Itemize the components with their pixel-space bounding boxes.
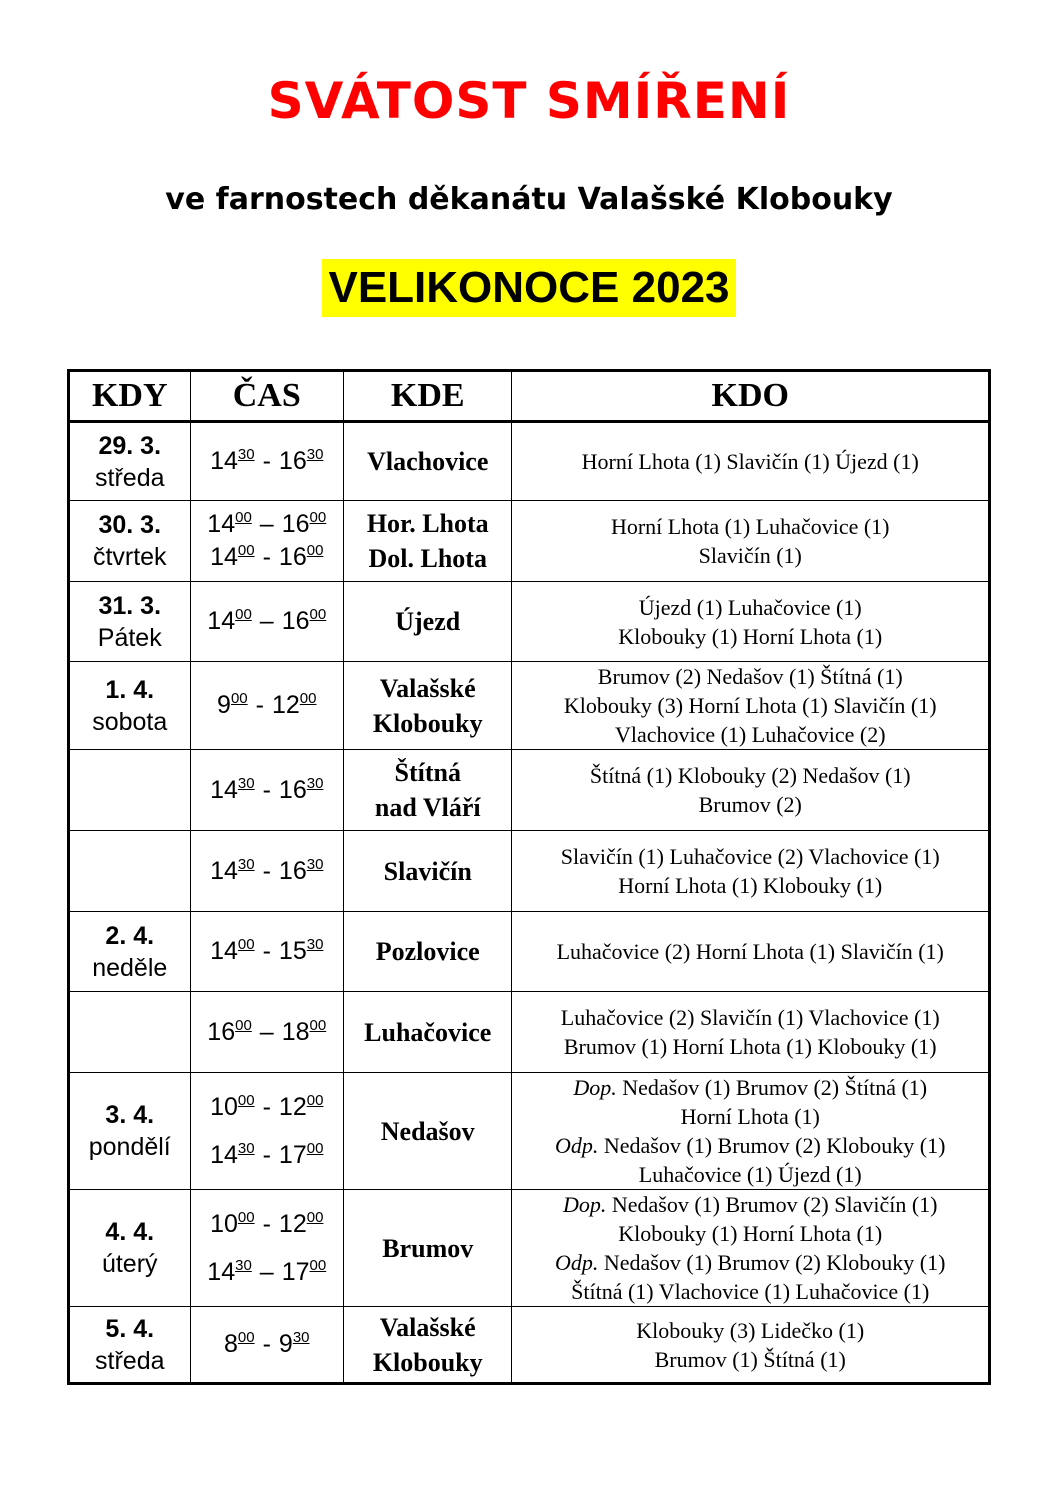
who-line: Slavičín (1) Luhačovice (2) Vlachovice (1)	[560, 844, 940, 869]
time-from-minute: 30	[237, 446, 255, 463]
who-line: Újezd (1) Luhačovice (1)	[638, 594, 862, 620]
date-cell	[69, 422, 191, 501]
place-cell	[344, 1073, 512, 1190]
who-text: Nedašov (1) Brumov (2) Štítná (1)	[616, 1075, 928, 1100]
time-to-hour: 16	[281, 607, 310, 635]
who-line	[512, 1102, 988, 1131]
place-name: Luhačovice	[364, 1017, 492, 1047]
table-row	[69, 422, 990, 501]
time-range	[191, 855, 343, 888]
place-name: Slavičín	[383, 856, 472, 886]
time-from-minute: 30	[237, 774, 255, 792]
date-value: 5. 4.	[105, 1314, 155, 1343]
place-name: Štítná	[394, 758, 461, 787]
who-prefix: Odp.	[555, 1250, 599, 1275]
time-to-hour: 17	[278, 1141, 307, 1169]
who-line	[512, 1248, 988, 1277]
place-cell	[344, 582, 512, 662]
place-name: Klobouky	[372, 708, 483, 738]
time-from-minute: 30	[235, 1257, 252, 1274]
place-name: Brumov	[382, 1233, 474, 1263]
table-row	[69, 501, 990, 582]
time-cell	[190, 912, 343, 992]
time-to-hour: 12	[271, 691, 300, 719]
date-cell	[69, 582, 191, 662]
year-label: VELIKONOCE 2023	[322, 259, 735, 317]
time-separator: –	[259, 510, 274, 538]
time-cell	[190, 750, 343, 831]
time-from-hour: 14	[210, 447, 238, 475]
date-cell	[69, 750, 191, 831]
time-to-minute: 00	[309, 1257, 327, 1274]
who-cell	[512, 501, 990, 582]
page-subtitle: ve farnostech děkanátu Valašské Klobouky	[165, 182, 893, 217]
time-to-hour: 18	[281, 1017, 310, 1046]
who-prefix: Dop.	[562, 1192, 607, 1217]
who-line: Vlachovice (1) Luhačovice (2)	[614, 722, 886, 747]
time-from-hour: 14	[210, 1141, 238, 1169]
who-text: Nedašov (1) Brumov (2) Klobouky (1)	[598, 1250, 946, 1275]
day-name: středa	[95, 463, 165, 492]
place-name: Dol. Lhota	[368, 544, 487, 573]
time-from-hour: 14	[207, 510, 236, 538]
who-line	[512, 1073, 988, 1102]
place-cell	[344, 992, 512, 1073]
who-line	[512, 1160, 988, 1189]
time-to-hour: 12	[278, 1210, 307, 1238]
time-separator: –	[259, 607, 274, 635]
who-line: Štítná (1) Klobouky (2) Nedašov (1)	[589, 763, 911, 788]
place-name: Valašské	[379, 1312, 476, 1342]
header-kdo: KDO	[512, 371, 990, 422]
place-name: Valašské	[379, 673, 476, 703]
time-cell	[190, 1073, 343, 1190]
who-line: Brumov (1) Štítná (1)	[654, 1346, 846, 1372]
time-range	[191, 1016, 343, 1049]
place-name: Klobouky	[372, 1347, 483, 1377]
time-to-hour: 16	[278, 543, 307, 571]
header-cas: ČAS	[190, 371, 343, 422]
time-to-hour: 9	[278, 1330, 293, 1358]
time-to-minute: 30	[292, 1329, 310, 1346]
who-cell	[512, 1307, 990, 1384]
place-name: Hor. Lhota	[366, 509, 489, 538]
time-from-minute: 00	[230, 690, 248, 707]
date-cell	[69, 1190, 191, 1307]
schedule-table	[67, 369, 991, 1385]
who-cell	[512, 992, 990, 1073]
time-to-hour: 17	[281, 1258, 310, 1286]
date-value: 29. 3.	[98, 431, 162, 460]
who-line: Luhačovice (2) Horní Lhota (1) Slavičín (1)	[556, 939, 944, 964]
time-from-hour: 14	[207, 607, 236, 635]
date-value: 31. 3.	[98, 591, 162, 620]
time-from-minute: 00	[237, 1092, 255, 1109]
who-line: Luhačovice (2) Slavičín (1) Vlachovice (1)	[560, 1005, 940, 1030]
who-line: Brumov (1) Horní Lhota (1) Klobouky (1)	[563, 1034, 937, 1059]
place-cell	[344, 912, 512, 992]
who-text: Klobouky (1) Horní Lhota (1)	[618, 1221, 883, 1246]
time-to-minute: 00	[306, 1140, 324, 1157]
time-from-minute: 00	[235, 509, 252, 526]
time-cell	[190, 1190, 343, 1307]
time-to-minute: 00	[309, 509, 327, 526]
table-row	[69, 582, 990, 662]
time-cell	[190, 831, 343, 912]
page-title: SVÁTOST SMÍŘENÍ	[267, 72, 791, 130]
time-from-minute: 00	[235, 606, 252, 623]
time-cell	[190, 662, 343, 750]
time-from-hour: 9	[217, 691, 231, 719]
day-name: úterý	[101, 1250, 158, 1278]
time-from-minute: 00	[235, 1016, 252, 1034]
time-separator: –	[259, 1017, 274, 1046]
time-to-hour: 12	[278, 1093, 307, 1121]
table-row	[69, 831, 990, 912]
who-text: Nedašov (1) Brumov (2) Slavičín (1)	[606, 1192, 938, 1217]
time-from-hour: 14	[210, 937, 238, 965]
who-line: Brumov (2)	[698, 792, 802, 817]
year-banner	[0, 259, 1058, 317]
date-value: 4. 4.	[105, 1218, 155, 1246]
time-separator: -	[262, 856, 271, 885]
time-range	[191, 508, 343, 541]
place-name: Újezd	[395, 607, 461, 636]
time-range	[191, 689, 343, 722]
time-from-minute: 00	[237, 1209, 255, 1226]
date-cell	[69, 912, 191, 992]
table-row	[69, 662, 990, 750]
time-to-minute: 00	[306, 1209, 324, 1226]
table-header-row	[69, 371, 990, 422]
time-cell	[190, 582, 343, 662]
place-cell	[344, 501, 512, 582]
who-line: Klobouky (3) Lidečko (1)	[636, 1317, 865, 1343]
time-range	[191, 445, 343, 478]
time-from-minute: 00	[237, 542, 255, 559]
date-cell	[69, 992, 191, 1073]
table-row	[69, 992, 990, 1073]
who-line	[512, 1277, 988, 1306]
table-row	[69, 912, 990, 992]
who-cell	[512, 1073, 990, 1190]
time-range	[191, 541, 343, 574]
time-to-minute: 30	[306, 936, 324, 953]
time-cell	[190, 992, 343, 1073]
date-value: 2. 4.	[105, 921, 155, 950]
time-separator: -	[262, 775, 271, 804]
place-name: Vlachovice	[367, 447, 489, 476]
time-to-hour: 16	[281, 510, 310, 538]
date-value: 3. 4.	[105, 1101, 155, 1129]
date-value: 30. 3.	[98, 511, 162, 539]
day-name: čtvrtek	[92, 543, 167, 571]
time-range	[191, 1328, 343, 1361]
table-row	[69, 750, 990, 831]
place-name: Pozlovice	[375, 937, 480, 966]
date-cell	[69, 831, 191, 912]
time-from-hour: 14	[210, 543, 238, 571]
time-from-minute: 00	[237, 1329, 255, 1346]
time-separator: -	[262, 1093, 271, 1121]
who-cell	[512, 1190, 990, 1307]
time-separator: -	[262, 1141, 271, 1169]
time-separator: -	[262, 1330, 271, 1358]
table-row	[69, 1073, 990, 1190]
time-from-hour: 14	[210, 856, 238, 885]
time-from-minute: 30	[237, 855, 255, 873]
who-cell	[512, 912, 990, 992]
time-from-hour: 14	[210, 775, 238, 804]
who-line: Brumov (2) Nedašov (1) Štítná (1)	[597, 664, 903, 689]
day-name: středa	[95, 1346, 165, 1375]
day-name: pondělí	[88, 1133, 171, 1161]
time-range	[191, 605, 343, 638]
day-name: Pátek	[97, 623, 162, 652]
place-name: Nedašov	[380, 1116, 475, 1146]
who-line: Horní Lhota (1) Slavičín (1) Újezd (1)	[581, 449, 919, 474]
time-to-minute: 30	[306, 446, 324, 463]
time-separator: -	[262, 1210, 271, 1238]
time-from-hour: 8	[224, 1330, 238, 1358]
time-to-minute: 00	[309, 606, 327, 623]
day-name: sobota	[92, 707, 168, 736]
date-cell	[69, 662, 191, 750]
time-range	[191, 774, 343, 807]
date-cell	[69, 1073, 191, 1190]
place-cell	[344, 1190, 512, 1307]
place-cell	[344, 750, 512, 831]
who-line: Klobouky (1) Horní Lhota (1)	[618, 623, 883, 649]
time-separator: –	[259, 1258, 274, 1286]
time-to-hour: 15	[278, 937, 307, 965]
time-from-minute: 00	[237, 936, 255, 953]
header-kde: KDE	[344, 371, 512, 422]
date-value: 1. 4.	[105, 675, 155, 704]
header-kdy: KDY	[69, 371, 191, 422]
place-cell	[344, 662, 512, 750]
time-to-minute: 30	[306, 855, 324, 873]
time-from-hour: 16	[207, 1017, 236, 1046]
who-text: Nedašov (1) Brumov (2) Klobouky (1)	[598, 1133, 946, 1158]
place-cell	[344, 422, 512, 501]
who-cell	[512, 422, 990, 501]
time-to-hour: 16	[278, 775, 307, 804]
time-to-hour: 16	[278, 447, 307, 475]
who-text: Luhačovice (1) Újezd (1)	[638, 1162, 862, 1187]
who-line	[512, 1131, 988, 1160]
who-line	[512, 1219, 988, 1248]
time-from-hour: 10	[210, 1210, 238, 1238]
who-cell	[512, 750, 990, 831]
who-line: Horní Lhota (1) Klobouky (1)	[618, 873, 883, 898]
date-cell	[69, 1307, 191, 1384]
who-prefix: Odp.	[555, 1133, 599, 1158]
who-text: Horní Lhota (1)	[680, 1104, 820, 1129]
time-cell	[190, 501, 343, 582]
table-row	[69, 1190, 990, 1307]
time-cell	[190, 422, 343, 501]
time-range	[191, 1257, 343, 1287]
time-from-hour: 10	[210, 1093, 238, 1121]
time-to-hour: 16	[278, 856, 307, 885]
time-cell	[190, 1307, 343, 1384]
time-to-minute: 00	[309, 1016, 327, 1034]
who-text: Štítná (1) Vlachovice (1) Luhačovice (1)	[571, 1279, 930, 1304]
time-to-minute: 00	[299, 690, 317, 707]
day-name: neděle	[92, 953, 168, 982]
who-line: Horní Lhota (1) Luhačovice (1)	[610, 514, 890, 539]
who-prefix: Dop.	[573, 1075, 617, 1100]
who-cell	[512, 582, 990, 662]
who-line: Slavičín (1)	[698, 543, 802, 568]
who-line	[512, 1190, 988, 1219]
table-row	[69, 1307, 990, 1384]
time-range	[191, 1209, 343, 1239]
time-to-minute: 00	[306, 1092, 324, 1109]
time-separator: -	[262, 447, 271, 475]
place-name: nad Vláří	[374, 793, 481, 822]
date-cell	[69, 501, 191, 582]
time-separator: -	[262, 937, 271, 965]
who-line: Klobouky (3) Horní Lhota (1) Slavičín (1)	[563, 693, 937, 718]
time-range	[191, 935, 343, 968]
who-cell	[512, 662, 990, 750]
time-separator: -	[255, 691, 264, 719]
time-range	[191, 1140, 343, 1170]
time-to-minute: 30	[306, 774, 324, 792]
place-cell	[344, 1307, 512, 1384]
time-from-hour: 14	[207, 1258, 236, 1286]
who-cell	[512, 831, 990, 912]
time-separator: -	[262, 543, 271, 571]
time-to-minute: 00	[306, 542, 324, 559]
time-range	[191, 1092, 343, 1122]
time-from-minute: 30	[237, 1140, 255, 1157]
place-cell	[344, 831, 512, 912]
